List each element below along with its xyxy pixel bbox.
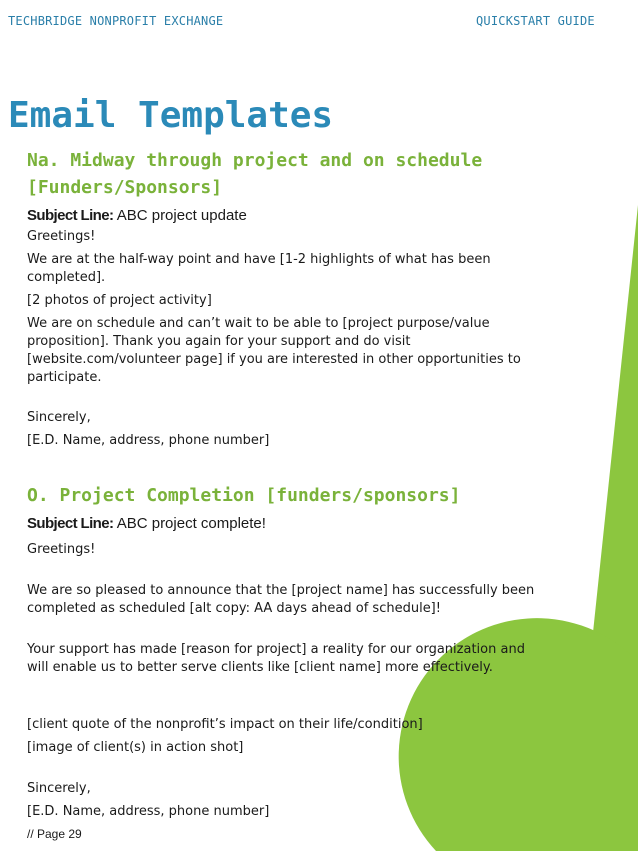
subject-text: ABC project update xyxy=(113,207,247,224)
section-n-heading-line1: Na. Midway through project and on schedule xyxy=(27,150,483,171)
page-number: // Page 29 xyxy=(27,827,82,841)
subject-text: ABC project complete! xyxy=(113,515,266,532)
section-n-paragraph-photos: [2 photos of project activity] xyxy=(27,293,212,308)
section-o-paragraph-quote: [client quote of the nonprofit’s impact on their life/condition] xyxy=(27,717,423,732)
section-o-greeting: Greetings! xyxy=(27,542,96,557)
section-o-paragraph-image: [image of client(s) in action shot] xyxy=(27,740,244,755)
subject-label: Subject Line: xyxy=(27,515,114,532)
section-n-paragraph-schedule: We are on schedule and can’t wait to be able to [project purpose/value proposition]. Thank you again for your support and do visit [website.com/volunteer page] if you are interested in other opportunities to participate. xyxy=(27,316,521,385)
section-o-signature: [E.D. Name, address, phone number] xyxy=(27,804,270,819)
section-o-paragraph-support: Your support has made [reason for project] a reality for our organization and will enable us to better serve clients like [client name] more effectively. xyxy=(27,642,525,675)
section-n-sincerely: Sincerely, xyxy=(27,410,91,425)
section-o-subject-line xyxy=(27,514,266,534)
section-n-paragraph-highlights: We are at the half-way point and have [1-2 highlights of what has been completed]. xyxy=(27,252,491,285)
section-o-paragraph-announce: We are so pleased to announce that the [project name] has successfully been completed as scheduled [alt copy: AA days ahead of schedule]! xyxy=(27,583,535,616)
header-guide-name: QUICKSTART GUIDE xyxy=(476,14,595,28)
section-n-signature: [E.D. Name, address, phone number] xyxy=(27,433,270,448)
section-n-heading-line2: [Funders/Sponsors] xyxy=(27,177,223,198)
subject-label: Subject Line: xyxy=(27,207,114,224)
header-org-name: TECHBRIDGE NONPROFIT EXCHANGE xyxy=(8,14,224,28)
section-o-heading: O. Project Completion [funders/sponsors] xyxy=(27,485,461,506)
section-n-subject-line xyxy=(27,206,247,226)
page-title: Email Templates xyxy=(8,95,334,136)
section-n-greeting: Greetings! xyxy=(27,229,96,244)
section-o-sincerely: Sincerely, xyxy=(27,781,91,796)
